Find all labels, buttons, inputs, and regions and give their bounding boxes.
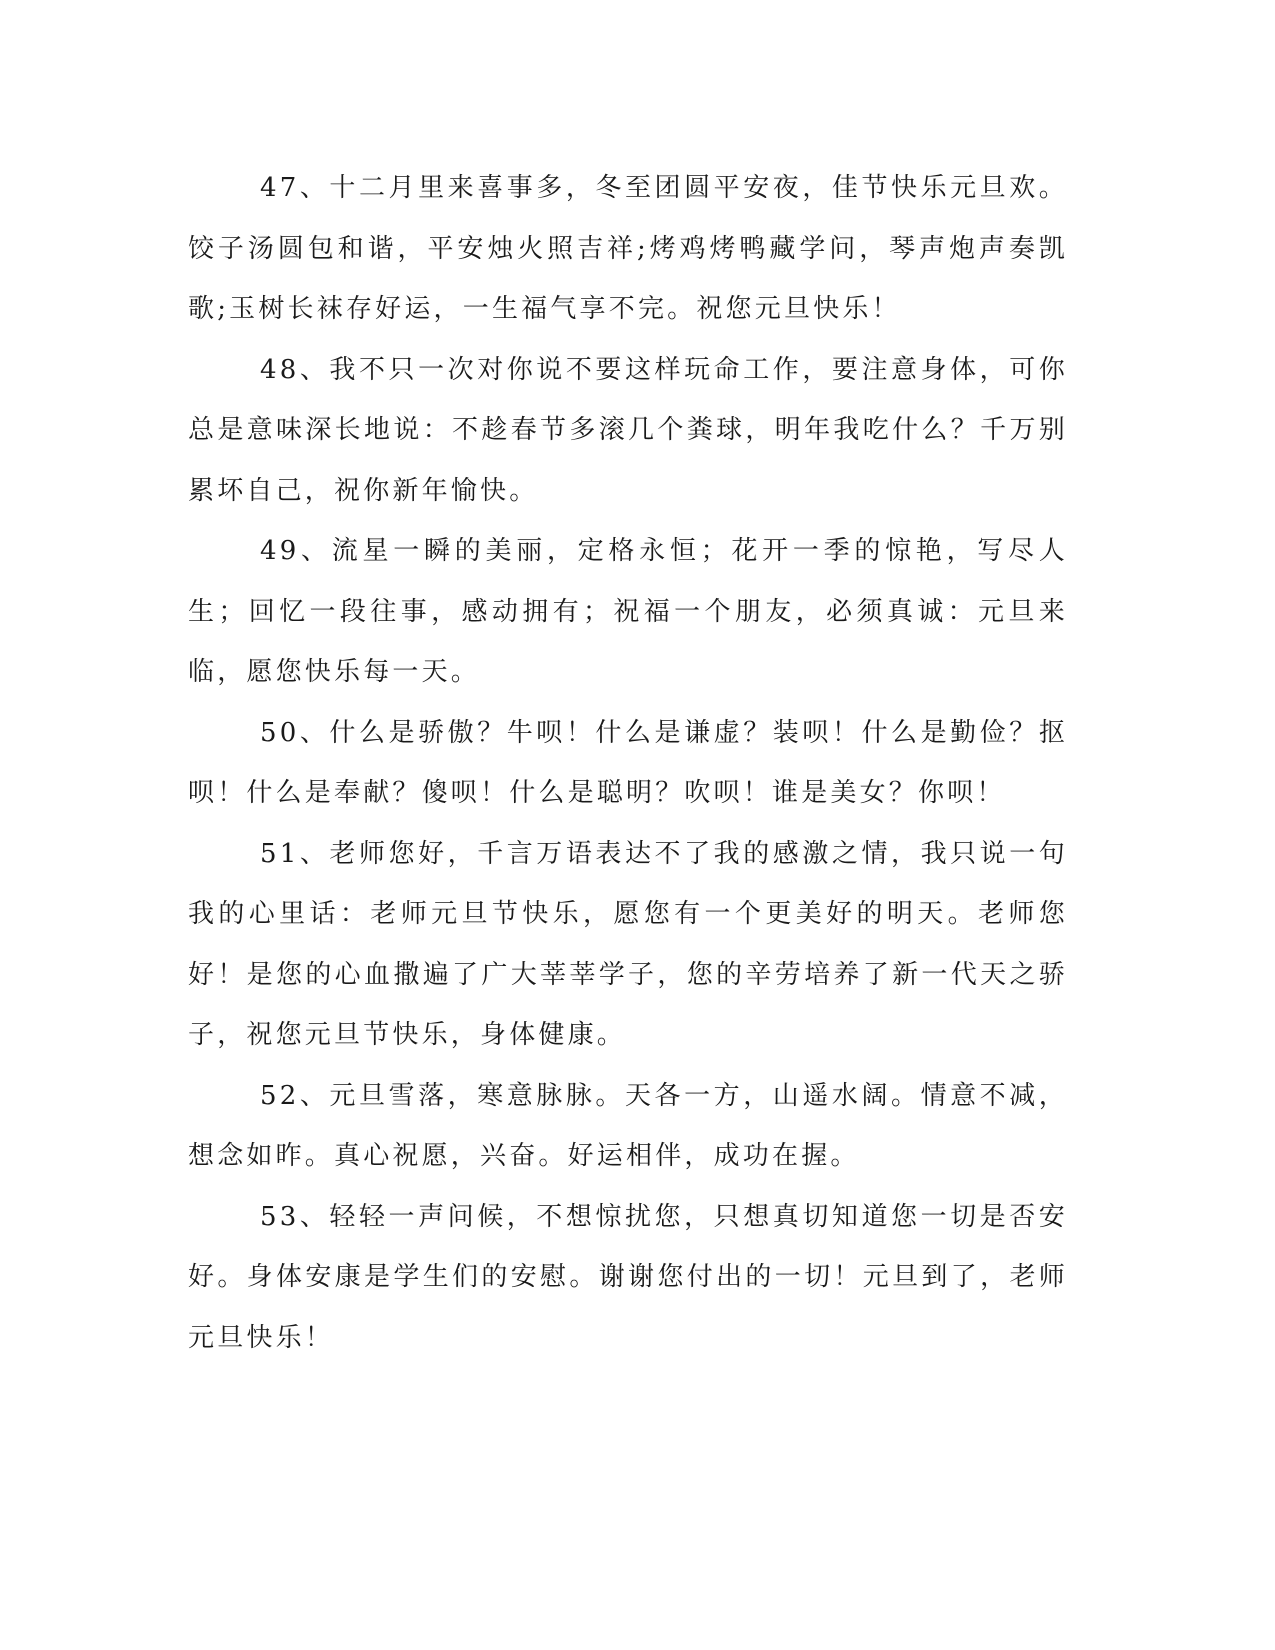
paragraph-47: 47、十二月里来喜事多，冬至团圆平安夜，佳节快乐元旦欢。饺子汤圆包和谐，平安烛火照吉祥;烤鸡烤鸭藏学问，琴声炮声奏凯歌;玉树长袜存好运，一生福气享不完。祝您元旦快乐！ xyxy=(188,173,1068,324)
paragraph-48: 48、我不只一次对你说不要这样玩命工作，要注意身体，可你总是意味深长地说：不趁春节多滚几个粪球，明年我吃什么？千万别累坏自己，祝你新年愉快。 xyxy=(188,354,1068,506)
paragraph-50: 50、什么是骄傲？牛呗！什么是谦虚？装呗！什么是勤俭？抠呗！什么是奉献？傻呗！什么是聪明？吹呗！谁是美女？你呗！ xyxy=(188,717,1068,808)
document-body xyxy=(188,158,1068,1368)
paragraph-53: 53、轻轻一声问候，不想惊扰您，只想真切知道您一切是否安好。身体安康是学生们的安慰。谢谢您付出的一切！元旦到了，老师元旦快乐！ xyxy=(188,1201,1068,1353)
paragraph-51: 51、老师您好，千言万语表达不了我的感激之情，我只说一句我的心里话：老师元旦节快乐，愿您有一个更美好的明天。老师您好！是您的心血撒遍了广大莘莘学子，您的辛劳培养了新一代天之骄子，祝您元旦节快乐，身体健康。 xyxy=(188,838,1068,1050)
paragraph-49: 49、流星一瞬的美丽，定格永恒；花开一季的惊艳，写尽人生；回忆一段往事，感动拥有；祝福一个朋友，必须真诚：元旦来临，愿您快乐每一天。 xyxy=(188,536,1068,687)
paragraph-52: 52、元旦雪落，寒意脉脉。天各一方，山遥水阔。情意不减，想念如昨。真心祝愿，兴奋。好运相伴，成功在握。 xyxy=(188,1080,1068,1171)
